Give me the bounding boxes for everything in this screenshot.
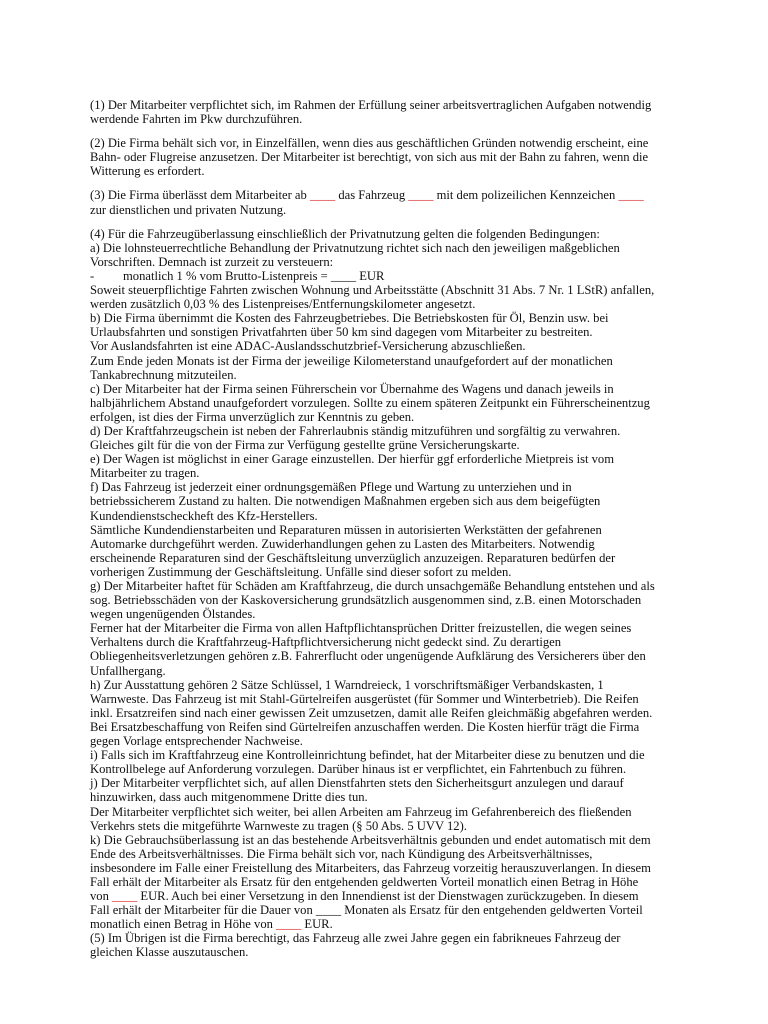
text-line: betriebssicherem Zustand zu halten. Die notwendigen Maßnahmen ergeben sich aus dem beigefügten — [90, 494, 601, 509]
text-line: hinzuwirken, dass auch mitgenommene Dritte dies tun. — [90, 790, 368, 805]
text-line — [90, 903, 680, 917]
text-line: Urlaubsfahrten und sonstigen Privatfahrten über 50 km sind dagegen vom Mitarbeiter zu bestreiten. — [90, 325, 593, 340]
text-line: gegen Vorlage entsprechender Nachweise. — [90, 734, 303, 749]
text-line: i) Falls sich im Kraftfahrzeug eine Kontrolleinrichtung befindet, hat der Mitarbeiter diese zu benutzen und die — [90, 748, 645, 763]
blank-list-price: ____ — [330, 268, 357, 283]
text-line — [90, 889, 680, 903]
text-segment: Monaten als Ersatz für den entgehenden geldwerten Vorteil — [341, 903, 643, 918]
text-line: Bahn- oder Flugreise anzusetzen. Der Mitarbeiter ist berechtigt, von sich aus mit der Bahn zu fahren, wenn die — [90, 150, 649, 165]
text-line: Bei Ersatzbeschaffung von Reifen sind Gürtelreifen anzuschaffen werden. Die Kosten hierfür trägt die Firma — [90, 719, 640, 734]
text-line: h) Zur Ausstattung gehören 2 Sätze Schlüssel, 1 Warndreieck, 1 vorschriftsmäßiger Verbandskasten, 1 — [90, 677, 604, 692]
text-line: Tankabrechnung mitzuteilen. — [90, 367, 237, 382]
text-line: k) Die Gebrauchsüberlassung ist an das bestehende Arbeitsverhältnis gebunden und endet automatisch mit dem — [90, 832, 651, 847]
text-line: Sämtliche Kundendienstarbeiten und Reparaturen müssen in autorisierten Werkstätten der gefahrenen — [90, 522, 602, 537]
text-line: Verhaltens durch die Kraftfahrzeug-Haftpflichtversicherung nicht gedeckt sind. Zu derartigen — [90, 635, 562, 650]
text-line: gleichen Klasse auszutauschen. — [90, 945, 249, 960]
text-line: Kontrollbelege auf Anforderung vorzulegen. Darüber hinaus ist er verpflichtet, ein Fahrtenbuch zu führen. — [90, 762, 627, 777]
text-line: Obliegenheitsverletzungen gehören z.B. Fahrerflucht oder ungenügende Aufklärung des Versicherers über den — [90, 649, 646, 664]
text-line: (2) Die Firma behält sich vor, in Einzelfällen, wenn dies aus geschäftlichen Gründen notwendig erscheint, eine — [90, 136, 649, 151]
blank-license-plate: ____ — [618, 188, 644, 203]
text-line: Zum Ende jeden Monats ist der Firma der jeweilige Kilometerstand unaufgefordert auf der monatlichen — [90, 353, 613, 368]
text-line: j) Der Mitarbeiter verpflichtet sich, auf allen Dienstfahrten stets den Sicherheitsgurt anzulegen und darauf — [90, 776, 624, 791]
blank-start-date: ____ — [309, 188, 336, 203]
text-line: inkl. Ersatzreifen sind nach einer gewissen Zeit umzusetzen, damit alle Reifen gleichmäßig abgefahren werden. — [90, 705, 653, 720]
text-line: Der Mitarbeiter verpflichtet sich weiter, bei allen Arbeiten am Fahrzeug im Gefahrenbereich des fließenden — [90, 804, 632, 819]
text-line — [90, 269, 680, 283]
text-line: Ende des Arbeitsverhältnisses. Die Firma behält sich vor, nach Kündigung des Arbeitsverhältnisses, — [90, 846, 593, 861]
text-line: Soweit steuerpflichtige Fahrten zwischen Wohnung und Arbeitsstätte (Abschnitt 31 Abs. 7 Nr. 1 LStR) anfallen, — [90, 283, 655, 298]
text-line: halbjährlichem Abstand unaufgefordert vorzulegen. Sollte zu einem späteren Zeitpunkt ein Führerscheinentzug — [90, 395, 650, 410]
text-line — [90, 188, 680, 202]
text-segment: monatlich 1 % vom Brutto-Listenpreis = — [123, 268, 331, 283]
paragraph-2 — [90, 136, 680, 178]
text-line: Warnweste. Das Fahrzeug ist mit Stahl-Gürtelreifen ausgerüstet (für Sommer und Winterbetrieb). Die Reifen — [90, 691, 639, 706]
text-line: (1) Der Mitarbeiter verpflichtet sich, im Rahmen der Erfüllung seiner arbeitsvertraglichen Aufgaben notwendig — [90, 98, 652, 112]
text-segment: EUR — [356, 268, 385, 283]
text-segment: EUR. — [301, 917, 333, 932]
text-line: b) Die Firma übernimmt die Kosten des Fahrzeugbetriebes. Die Betriebskosten für Öl, Benzin usw. bei — [90, 311, 609, 326]
text-line: wegen ungenügenden Ölstandes. — [90, 607, 256, 622]
text-line: (4) Für die Fahrzeugüberlassung einschließlich der Privatnutzung gelten die folgenden Bedingungen: — [90, 226, 600, 241]
text-line: c) Der Mitarbeiter hat der Firma seinen Führerschein vor Übernahme des Wagens und danach jeweils in — [90, 381, 614, 396]
text-line: g) Der Mitarbeiter haftet für Schäden am Kraftfahrzeug, die durch unsachgemäße Behandlung entstehen und als — [90, 579, 655, 593]
blank-monthly-amount: ____ — [276, 917, 302, 932]
text-segment: EUR. Auch bei einer Versetzung in den Innendienst ist der Dienstwagen zurückzugeben. In diesem — [137, 889, 639, 904]
blank-months: ____ — [315, 903, 342, 918]
paragraph-3 — [90, 188, 680, 216]
text-line: a) Die lohnsteuerrechtliche Behandlung der Privatnutzung richtet sich nach den jeweiligen maßgeblichen — [90, 240, 620, 255]
paragraph-1 — [90, 98, 680, 126]
text-line: werden zusätzlich 0,03 % des Listenpreises/Entfernungskilometer angesetzt. — [90, 297, 476, 312]
text-line: erscheinende Reparaturen sind der Geschäftsleitung unverzüglich anzuzeigen. Reparaturen bedürfen der — [90, 550, 616, 565]
paragraph-4-body — [90, 283, 680, 889]
paragraph-5 — [90, 931, 680, 959]
text-line: Vor Auslandsfahrten ist eine ADAC-Auslandsschutzbrief-Versicherung abzuschließen. — [90, 339, 526, 354]
blank-vehicle: ____ — [408, 188, 434, 203]
text-segment: Fall erhält der Mitarbeiter für die Dauer von — [90, 903, 316, 918]
text-segment: mit dem polizeilichen Kennzeichen — [433, 188, 619, 203]
paragraph-4 — [90, 227, 680, 960]
text-segment: (3) Die Firma überlässt dem Mitarbeiter ab — [90, 188, 310, 203]
text-line: insbesondere im Falle einer Freistellung des Mitarbeiters, das Fahrzeug vorzeitig herauszuverlangen. In diesem — [90, 860, 651, 875]
document-body — [90, 98, 680, 960]
text-segment: das Fahrzeug — [335, 188, 409, 203]
text-segment: von — [90, 889, 113, 904]
text-line: f) Das Fahrzeug ist jederzeit einer ordnungsgemäßen Pflege und Wartung zu unterziehen und in — [90, 480, 572, 495]
text-line: e) Der Wagen ist möglichst in einer Garage einzustellen. Der hierfür ggf erforderliche Mietpreis ist vom — [90, 452, 615, 467]
blank-amount: ____ — [112, 889, 138, 904]
text-line: Gleiches gilt für die von der Firma zur Verfügung gestellte grüne Versicherungskarte. — [90, 438, 520, 453]
text-segment: monatlich einen Betrag in Höhe von — [90, 917, 277, 932]
list-dash: - — [90, 268, 95, 283]
paragraph-4-heading — [90, 227, 680, 269]
text-line: Kundendienstscheckheft des Kfz-Herstellers. — [90, 508, 318, 523]
text-line: d) Der Kraftfahrzeugschein ist neben der Fahrerlaubnis ständig mitzuführen und sorgfältig zu verwahren. — [90, 423, 621, 438]
text-line: Witterung es erfordert. — [90, 164, 205, 179]
text-line: Unfallhergang. — [90, 663, 166, 678]
text-line: (5) Im Übrigen ist die Firma berechtigt, das Fahrzeug alle zwei Jahre gegen ein fabrikneues Fahrzeug der — [90, 931, 621, 946]
text-line: Vorschriften. Demnach ist zurzeit zu versteuern: — [90, 254, 334, 269]
text-line: Fall erhält der Mitarbeiter als Ersatz für den entgehenden geldwerten Vorteil monatlich einen Betrag in Höhe — [90, 874, 639, 889]
text-line: Verkehrs stets die mitgeführte Warnweste zu tragen (§ 50 Abs. 5 UVV 12). — [90, 818, 467, 833]
text-line: Mitarbeiter zu tragen. — [90, 466, 200, 481]
text-line — [90, 917, 680, 931]
text-line: Ferner hat der Mitarbeiter die Firma von allen Haftpflichtansprüchen Dritter freizustellen, die wegen seines — [90, 621, 632, 636]
text-line: Automarke durchgeführt werden. Zuwiderhandlungen gehen zu Lasten des Mitarbeiters. Notwendig — [90, 536, 595, 551]
text-line: sog. Betriebsschäden von der Kaskoversicherung grundsätzlich ausgenommen sind, z.B. einen Motorschaden — [90, 593, 642, 608]
text-line: werdende Fahrten im Pkw durchzuführen. — [90, 112, 303, 127]
text-line: zur dienstlichen und privaten Nutzung. — [90, 202, 287, 217]
text-line: erfolgen, ist dies der Firma unverzüglich zur Kenntnis zu geben. — [90, 409, 415, 424]
text-line: vorherigen Zustimmung der Geschäftsleitung. Unfälle sind dieser sofort zu melden. — [90, 564, 512, 579]
